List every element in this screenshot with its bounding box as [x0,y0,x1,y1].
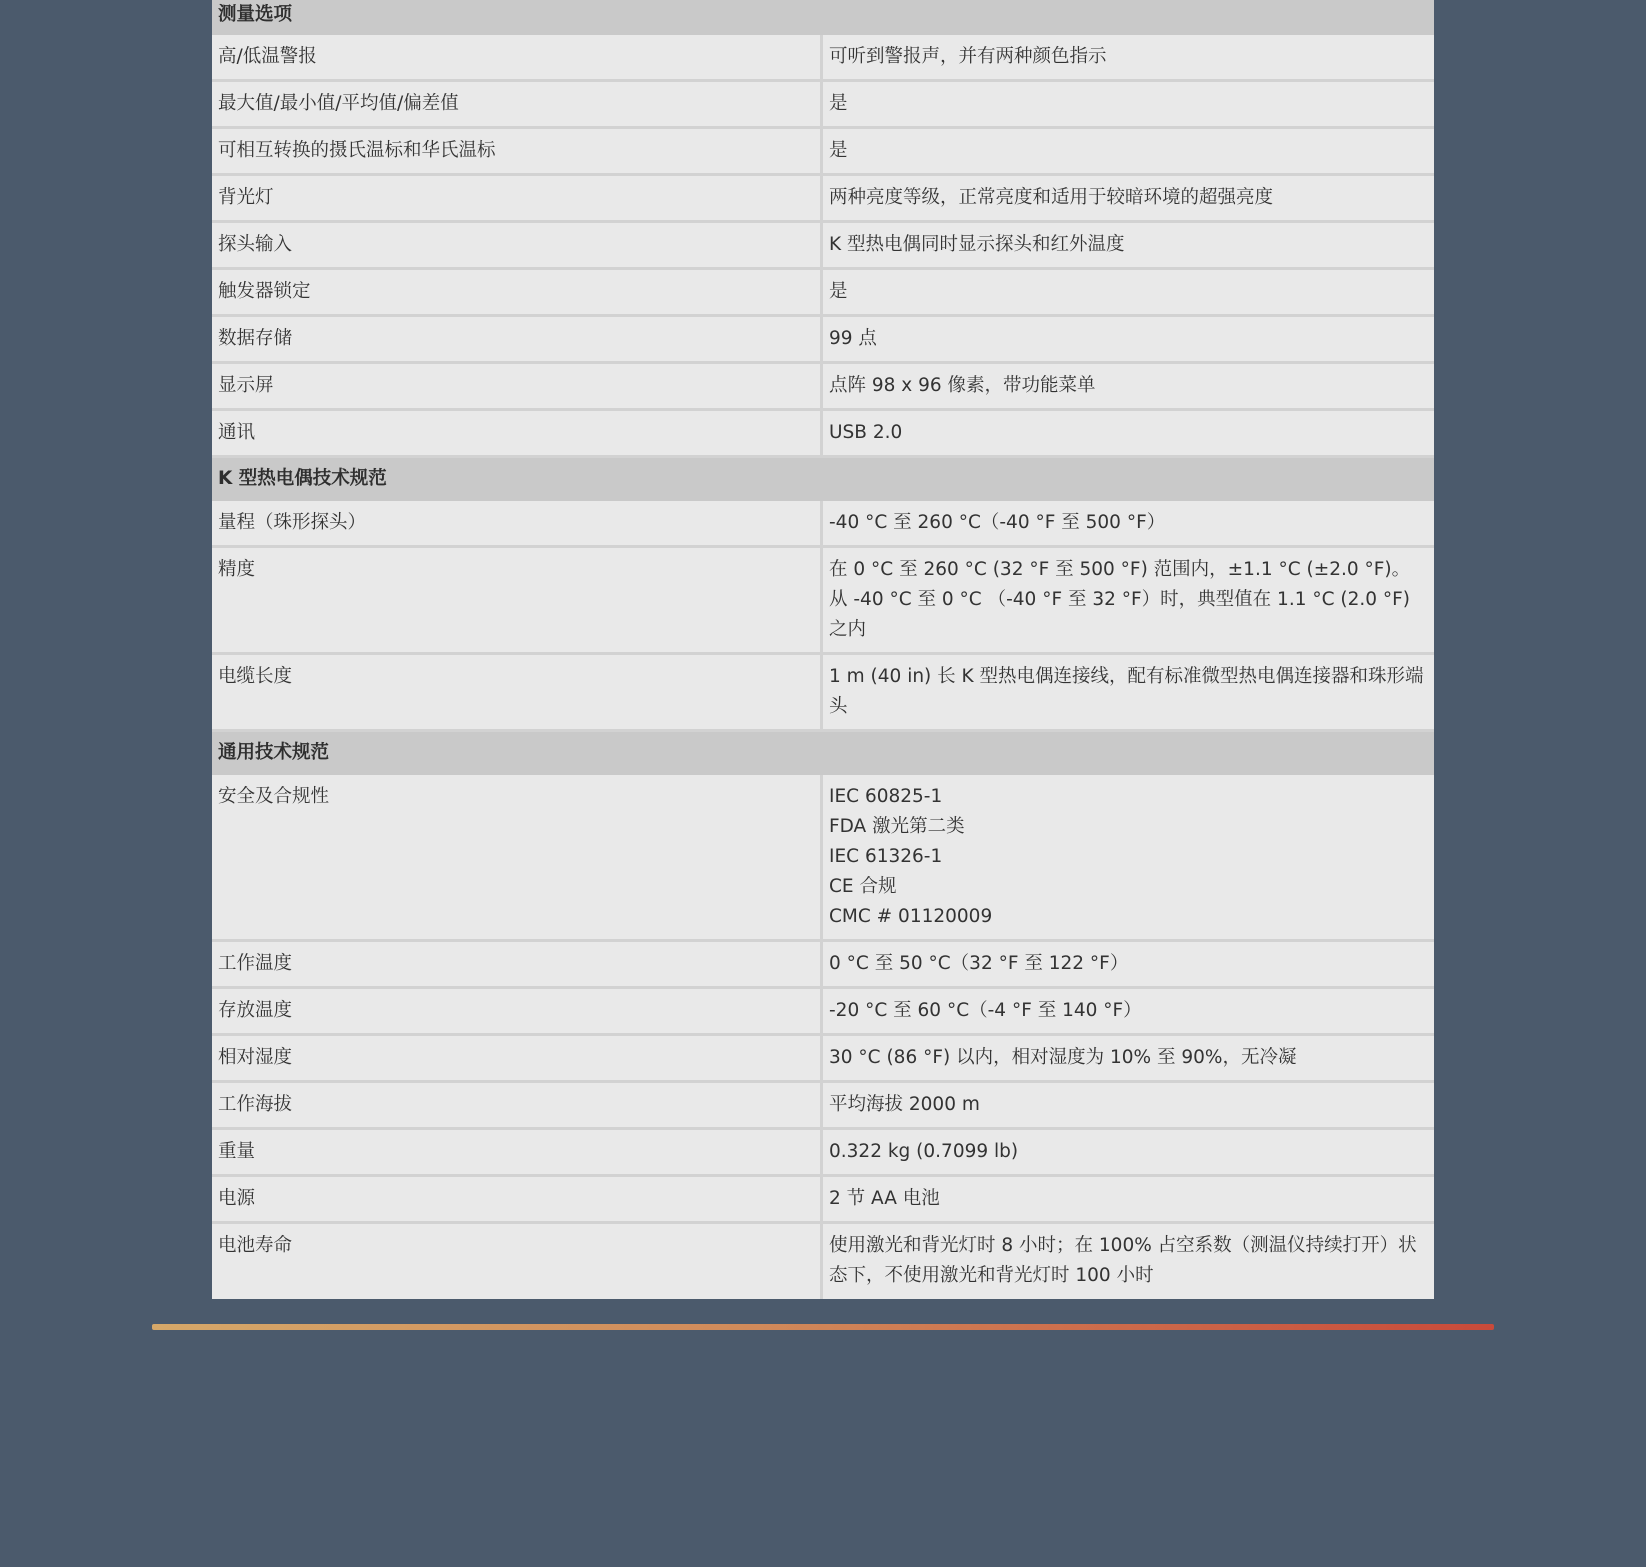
spec-value-line: K 型热电偶同时显示探头和红外温度 [829,234,1125,255]
spec-value [823,1130,1434,1177]
spec-label: 量程（珠形探头） [212,501,823,548]
spec-value [823,1036,1434,1083]
spec-label: 电缆长度 [212,655,823,732]
spec-value-line: 99 点 [829,328,877,349]
spec-value [823,1083,1434,1130]
spec-value [823,129,1434,176]
spec-label: 可相互转换的摄氏温标和华氏温标 [212,129,823,176]
spec-value [823,989,1434,1036]
spec-label: 电源 [212,1177,823,1224]
spec-value-line: 两种亮度等级，正常亮度和适用于较暗环境的超强亮度 [829,187,1274,208]
spec-value-line: -40 °C 至 260 °C（-40 °F 至 500 °F） [829,512,1166,533]
table-row [212,411,1434,458]
table-row [212,129,1434,176]
spec-value-line: -20 °C 至 60 °C（-4 °F 至 140 °F） [829,1000,1142,1021]
spec-label: 工作温度 [212,942,823,989]
spec-value [823,775,1434,942]
spec-label: 数据存储 [212,317,823,364]
spec-label: 背光灯 [212,176,823,223]
spec-value-line: 点阵 98 x 96 像素，带功能菜单 [829,375,1096,396]
table-row [212,548,1434,655]
spec-value-line: 0.322 kg (0.7099 lb) [829,1141,1019,1162]
table-row [212,82,1434,129]
spec-label: 电池寿命 [212,1224,823,1299]
table-row [212,775,1434,942]
spec-value [823,270,1434,317]
table-row [212,317,1434,364]
spec-value [823,548,1434,655]
gradient-divider [152,1324,1494,1330]
spec-value-line: 0 °C 至 50 °C（32 °F 至 122 °F） [829,953,1129,974]
table-row [212,942,1434,989]
spec-value [823,942,1434,989]
spec-label: 通讯 [212,411,823,458]
spec-label: 相对湿度 [212,1036,823,1083]
spec-label: 触发器锁定 [212,270,823,317]
section-title: K 型热电偶技术规范 [212,458,1434,501]
spec-table [212,0,1434,1299]
table-row [212,270,1434,317]
table-row [212,1177,1434,1224]
spec-value-line: IEC 60825-1 [829,786,943,807]
spec-value [823,35,1434,82]
table-row [212,1036,1434,1083]
spec-value [823,82,1434,129]
spec-value-line: 是 [829,93,848,114]
spec-value-line: USB 2.0 [829,422,903,443]
spec-label: 工作海拔 [212,1083,823,1130]
spec-label: 探头输入 [212,223,823,270]
spec-label: 重量 [212,1130,823,1177]
spec-value [823,655,1434,732]
spec-value-line: 1 m (40 in) 长 K 型热电偶连接线，配有标准微型热电偶连接器和珠形端头 [829,666,1424,717]
spec-value-line: 在 0 °C 至 260 °C (32 °F 至 500 °F) 范围内，±1.1 °C (±2.0 °F)。从 -40 °C 至 0 °C （-40 °F 至 32 °F）时，典型值在 1.1 °C (2.0 °F) 之内 [829,559,1411,640]
spec-table-body [212,0,1434,1299]
spec-value [823,364,1434,411]
spec-value [823,411,1434,458]
spec-value-line: IEC 61326-1 [829,846,943,867]
spec-value-line: 是 [829,140,848,161]
spec-label: 高/低温警报 [212,35,823,82]
spec-label: 显示屏 [212,364,823,411]
table-row [212,1224,1434,1299]
spec-value [823,1224,1434,1299]
spec-value [823,223,1434,270]
section-header-row [212,458,1434,501]
spec-value [823,501,1434,548]
spec-label: 最大值/最小值/平均值/偏差值 [212,82,823,129]
spec-value-line: 可听到警报声，并有两种颜色指示 [829,46,1107,67]
spec-value-line: CE 合规 [829,876,897,897]
section-title: 测量选项 [212,0,1434,35]
spec-value-line: 30 °C (86 °F) 以内，相对湿度为 10% 至 90%，无冷凝 [829,1047,1297,1068]
spec-label: 存放温度 [212,989,823,1036]
table-row [212,655,1434,732]
spec-label: 精度 [212,548,823,655]
table-row [212,1083,1434,1130]
table-row [212,35,1434,82]
table-row [212,989,1434,1036]
spec-value-line: CMC # 01120009 [829,906,993,927]
spec-value-line: 使用激光和背光灯时 8 小时；在 100% 占空系数（测温仪持续打开）状态下，不使用激光和背光灯时 100 小时 [829,1235,1417,1286]
table-row [212,223,1434,270]
table-row [212,176,1434,223]
table-row [212,501,1434,548]
section-header-row [212,0,1434,35]
spec-label: 安全及合规性 [212,775,823,942]
table-row [212,1130,1434,1177]
spec-value-line: 2 节 AA 电池 [829,1188,940,1209]
spec-value-line: 平均海拔 2000 m [829,1094,980,1115]
section-header-row [212,732,1434,775]
spec-value [823,176,1434,223]
table-row [212,364,1434,411]
spec-value-line: 是 [829,281,848,302]
spec-value [823,1177,1434,1224]
spec-value [823,317,1434,364]
spec-value-line: FDA 激光第二类 [829,816,965,837]
section-title: 通用技术规范 [212,732,1434,775]
